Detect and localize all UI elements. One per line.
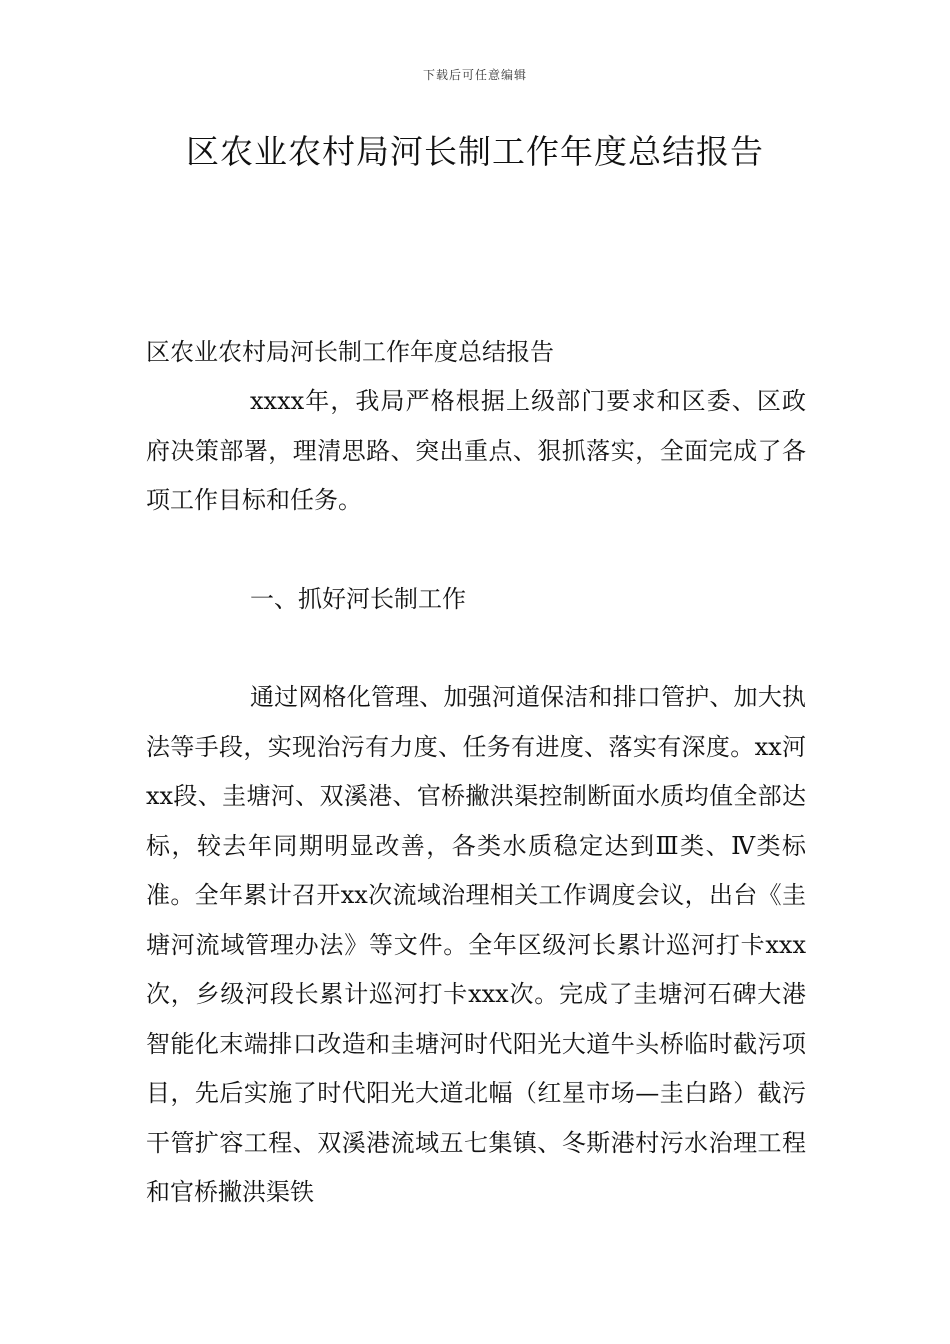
document-title: 区农业农村局河长制工作年度总结报告 (186, 132, 764, 171)
section-paragraph: 通过网格化管理、加强河道保洁和排口管护、加大执法等手段，实现治污有力度、任务有进度、落实有深度。xx河xx段、圭塘河、双溪港、官桥撇洪渠控制断面水质均值全部达标，较去年同期明显改善，各类水质稳定达到Ⅲ类、Ⅳ类标准。全年累计召开xx次流域治理相关工作调度会议，出台《圭塘河流域管理办法》等文件。全年区级河长累计巡河打卡xxx次，乡级河段长累计巡河打卡xxx次。完成了圭塘河石碑大港智能化末端排口改造和圭塘河时代阳光大道牛头桥临时截污项目，先后实施了时代阳光大道北幅（红星市场—圭白路）截污干管扩容工程、双溪港流域五七集镇、冬斯港村污水治理工程和官桥撇洪渠铁 (146, 683, 806, 1206)
intro-paragraph: xxxx年，我局严格根据上级部门要求和区委、区政府决策部署，理清思路、突出重点、狠抓落实，全面完成了各项工作目标和任务。 (146, 387, 806, 514)
header-note: 下载后可任意编辑 (422, 68, 527, 82)
section-heading: 一、抓好河长制工作 (250, 585, 466, 613)
document-subtitle: 区农业农村局河长制工作年度总结报告 (146, 338, 554, 366)
